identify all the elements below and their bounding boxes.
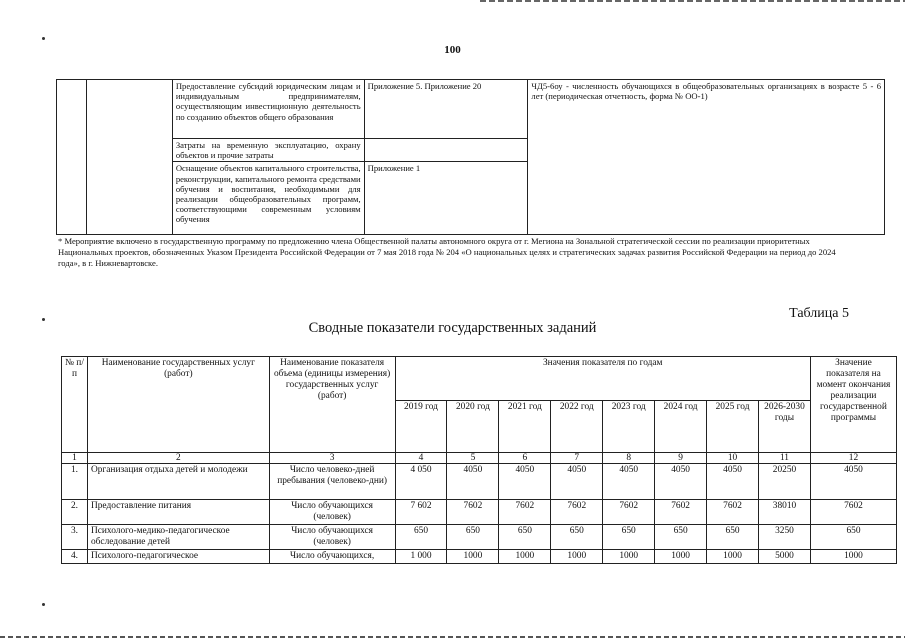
header-year: 2023 год <box>603 401 655 453</box>
row-value: 4050 <box>499 464 551 500</box>
row-num: 2. <box>62 500 88 525</box>
row-value: 7602 <box>603 500 655 525</box>
row-value: 4050 <box>655 464 707 500</box>
row-num: 1. <box>62 464 88 500</box>
column-number: 4 <box>395 453 447 464</box>
row-service: Предоставление питания <box>87 500 269 525</box>
column-number: 11 <box>759 453 811 464</box>
row-indicator: Число обучающихся (человек) <box>269 525 395 550</box>
top-table-appendix: Приложение 1 <box>364 162 528 235</box>
row-value: 650 <box>499 525 551 550</box>
table-label: Таблица 5 <box>789 306 849 321</box>
scan-speck <box>42 37 45 40</box>
main-table <box>61 356 897 564</box>
table-row <box>62 525 897 550</box>
footnote: * Мероприятие включено в государственную программу по предложению члена Общественной палаты автономного округа от г. Мегиона на Зональной стратегической сессии по реализации приоритетных Национальных проектов, обозначенных Указом Президента Российской Федерации от 7 мая 2018 года № 204 «О национальных целях и стратегических задачах развития Российской Федерации на период до 2024 года», в г. Нижневартовске. <box>58 236 836 269</box>
column-number: 3 <box>269 453 395 464</box>
column-number: 8 <box>603 453 655 464</box>
row-value: 5000 <box>759 550 811 564</box>
row-final: 7602 <box>810 500 896 525</box>
row-value: 650 <box>551 525 603 550</box>
row-final: 1000 <box>810 550 896 564</box>
top-table-empty-cell <box>86 80 172 235</box>
top-table-appendix: Приложение 5. Приложение 20 <box>364 80 528 139</box>
table-row <box>62 550 897 564</box>
column-number: 9 <box>655 453 707 464</box>
row-value: 650 <box>655 525 707 550</box>
row-service: Психолого-медико-педагогическое обследование детей <box>87 525 269 550</box>
row-indicator: Число обучающихся (человек) <box>269 500 395 525</box>
top-table-activity: Предоставление субсидий юридическим лицам и индивидуальным предпринимателям, осуществляющим инвестиционную деятельность по созданию объектов общего образования <box>172 80 364 139</box>
header-year: 2020 год <box>447 401 499 453</box>
row-value: 7602 <box>551 500 603 525</box>
row-service: Психолого-педагогическое <box>87 550 269 564</box>
header-service: Наименование государственных услуг (работ) <box>87 357 269 453</box>
row-value: 7602 <box>499 500 551 525</box>
header-year: 2026-2030 годы <box>759 401 811 453</box>
row-value: 4050 <box>447 464 499 500</box>
column-number: 7 <box>551 453 603 464</box>
row-value: 1000 <box>603 550 655 564</box>
row-value: 4050 <box>707 464 759 500</box>
top-table-indicator: ЧД5-6оу - численность обучающихся в общеобразовательных организациях в возрасте 5 - 6 лет (периодическая отчетность, форма № ОО-1) <box>528 80 885 235</box>
top-table-activity: Затраты на временную эксплуатацию, охрану объектов и прочие затраты <box>172 139 364 162</box>
header-final-value: Значение показателя на момент окончания реализации государственной программы <box>810 357 896 453</box>
header-year: 2024 год <box>655 401 707 453</box>
column-number: 5 <box>447 453 499 464</box>
row-value: 1000 <box>707 550 759 564</box>
column-number: 6 <box>499 453 551 464</box>
row-value: 1000 <box>655 550 707 564</box>
header-year: 2025 год <box>707 401 759 453</box>
top-table-appendix <box>364 139 528 162</box>
row-value: 4 050 <box>395 464 447 500</box>
row-value: 4050 <box>551 464 603 500</box>
top-table-activity: Оснащение объектов капитального строительства, реконструкции, капитального ремонта средствами обучения и воспитания, необходимыми для реализации общеобразовательных программ, соответствующими современным условиям обучения <box>172 162 364 235</box>
scan-artifact-top <box>480 0 905 2</box>
top-table <box>56 79 885 235</box>
row-value: 3250 <box>759 525 811 550</box>
row-value: 650 <box>395 525 447 550</box>
row-value: 650 <box>603 525 655 550</box>
header-indicator: Наименование показателя объема (единицы измерения) государственных услуг (работ) <box>269 357 395 453</box>
row-value: 1000 <box>447 550 499 564</box>
row-value: 7 602 <box>395 500 447 525</box>
row-indicator: Число обучающихся, <box>269 550 395 564</box>
column-number: 10 <box>707 453 759 464</box>
scan-speck <box>42 603 45 606</box>
column-number: 2 <box>87 453 269 464</box>
row-value: 650 <box>707 525 759 550</box>
row-indicator: Число человеко-дней пребывания (человеко-дни) <box>269 464 395 500</box>
row-value: 7602 <box>447 500 499 525</box>
table-row <box>62 500 897 525</box>
column-number: 1 <box>62 453 88 464</box>
row-final: 4050 <box>810 464 896 500</box>
column-number: 12 <box>810 453 896 464</box>
row-num: 3. <box>62 525 88 550</box>
row-final: 650 <box>810 525 896 550</box>
row-value: 20250 <box>759 464 811 500</box>
header-values-by-year: Значения показателя по годам <box>395 357 810 401</box>
header-num: № п/п <box>62 357 88 453</box>
header-year: 2019 год <box>395 401 447 453</box>
row-service: Организация отдыха детей и молодежи <box>87 464 269 500</box>
row-value: 650 <box>447 525 499 550</box>
row-value: 1000 <box>551 550 603 564</box>
page-number: 100 <box>444 44 461 56</box>
row-value: 7602 <box>655 500 707 525</box>
table-title: Сводные показатели государственных заданий <box>308 320 597 336</box>
row-num: 4. <box>62 550 88 564</box>
row-value: 4050 <box>603 464 655 500</box>
header-year: 2021 год <box>499 401 551 453</box>
top-table-num-cell <box>57 80 87 235</box>
scan-artifact-bottom <box>0 636 905 638</box>
row-value: 1000 <box>499 550 551 564</box>
row-value: 7602 <box>707 500 759 525</box>
row-value: 38010 <box>759 500 811 525</box>
header-year: 2022 год <box>551 401 603 453</box>
row-value: 1 000 <box>395 550 447 564</box>
table-row <box>62 464 897 500</box>
